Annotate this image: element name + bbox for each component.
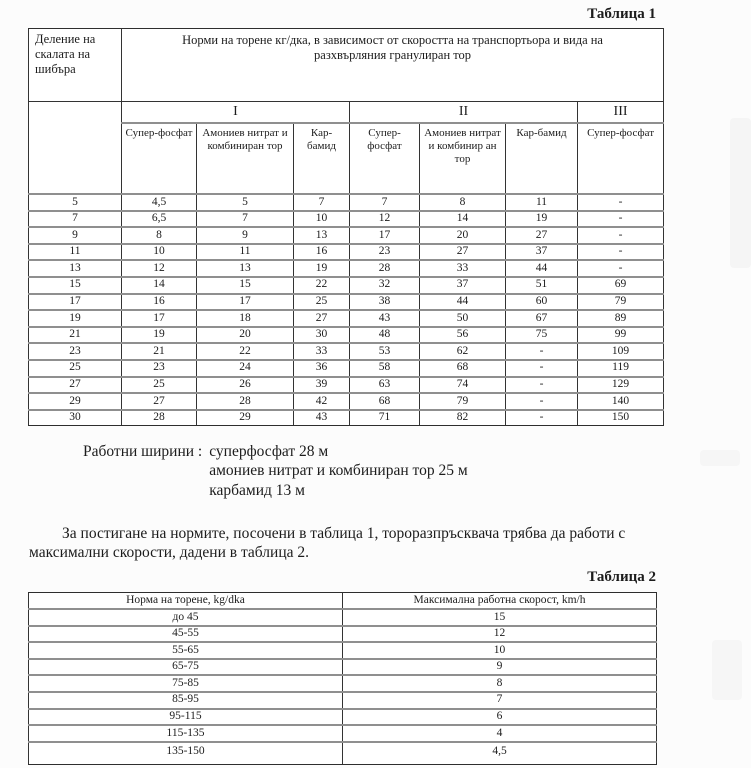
table-cell: 14 bbox=[420, 211, 506, 228]
table-cell: 29 bbox=[197, 410, 294, 426]
table-cell: - bbox=[578, 227, 664, 244]
table-row bbox=[29, 277, 664, 294]
table-cell: 28 bbox=[197, 393, 294, 410]
table1-header-row-main bbox=[29, 29, 664, 102]
table-cell: 45-55 bbox=[29, 626, 343, 643]
scan-artifact bbox=[730, 118, 751, 268]
table-cell: 6,5 bbox=[122, 211, 197, 228]
table-cell: 42 bbox=[294, 393, 350, 410]
table-cell: 67 bbox=[506, 310, 578, 327]
table-row bbox=[29, 227, 664, 244]
table-cell: 8 bbox=[420, 194, 506, 211]
sub-header-cell: Амониев нитрат и комбиниран тор bbox=[197, 123, 294, 194]
table-cell: 16 bbox=[294, 244, 350, 261]
table-cell: 56 bbox=[420, 327, 506, 344]
table-row bbox=[29, 343, 664, 360]
table-cell: 48 bbox=[350, 327, 420, 344]
table-cell: 15 bbox=[29, 277, 122, 294]
table-cell: 140 bbox=[578, 393, 664, 410]
sub-header-cell: Кар-бамид bbox=[294, 123, 350, 194]
table-cell: 21 bbox=[122, 343, 197, 360]
table-cell: 19 bbox=[506, 211, 578, 228]
speed-table bbox=[28, 592, 657, 765]
table2-header-row bbox=[29, 593, 657, 610]
table-cell: 19 bbox=[122, 327, 197, 344]
working-width-item: карбамид 13 м bbox=[209, 481, 305, 499]
table-cell: 75-85 bbox=[29, 675, 343, 692]
table-cell: 129 bbox=[578, 377, 664, 394]
table-cell: 9 bbox=[197, 227, 294, 244]
scan-artifact bbox=[700, 450, 740, 466]
working-width-item: амониев нитрат и комбиниран тор 25 м bbox=[209, 462, 468, 480]
table-cell: 68 bbox=[350, 393, 420, 410]
table-cell: 20 bbox=[197, 327, 294, 344]
table-cell: 51 bbox=[506, 277, 578, 294]
group-header-I: I bbox=[122, 102, 350, 124]
table1-header-row-groups bbox=[29, 102, 664, 124]
table-cell: 7 bbox=[29, 211, 122, 228]
table-cell: - bbox=[506, 393, 578, 410]
table-cell: 13 bbox=[294, 227, 350, 244]
table-cell: 53 bbox=[350, 343, 420, 360]
table-cell: - bbox=[506, 343, 578, 360]
table-cell: - bbox=[578, 260, 664, 277]
table-row bbox=[29, 642, 657, 659]
working-widths-label: Работни ширини : bbox=[83, 443, 203, 460]
table-cell: 43 bbox=[350, 310, 420, 327]
table-cell: 24 bbox=[197, 360, 294, 377]
table-cell: 15 bbox=[343, 609, 657, 626]
table-cell: 4,5 bbox=[122, 194, 197, 211]
sub-header-cell: Кар-бамид bbox=[506, 123, 578, 194]
table1-header-row-subs bbox=[29, 123, 664, 194]
table-row bbox=[29, 360, 664, 377]
table-row bbox=[29, 260, 664, 277]
empty-corner-cell bbox=[29, 102, 122, 195]
paragraph: За постигане на нормите, посочени в таблица 1, тороразпръсквача трябва да работи с максимални скорости, дадени в таблица 2. bbox=[29, 525, 626, 562]
table-row bbox=[29, 211, 664, 228]
table2-header-speed: Максимална работна скорост, km/h bbox=[343, 593, 657, 610]
sub-header-cell: Амониев нитрат и комбинир ан тор bbox=[420, 123, 506, 194]
table-cell: 13 bbox=[29, 260, 122, 277]
table2-header-norm: Норма на торене, kg/dka bbox=[29, 593, 343, 610]
main-header-cell: Норми на торене кг/дка, в зависимост от скоростта на транспортьора и вида на разхвърляния гранулиран тор bbox=[122, 29, 664, 102]
table-row bbox=[29, 377, 664, 394]
table-cell: 25 bbox=[294, 294, 350, 311]
table-cell: до 45 bbox=[29, 609, 343, 626]
table-cell: 21 bbox=[29, 327, 122, 344]
table-cell: 50 bbox=[420, 310, 506, 327]
table-cell: 8 bbox=[343, 675, 657, 692]
table-cell: 5 bbox=[197, 194, 294, 211]
table-cell: 44 bbox=[420, 294, 506, 311]
table-cell: 37 bbox=[420, 277, 506, 294]
table-cell: - bbox=[506, 410, 578, 426]
table-cell: 23 bbox=[350, 244, 420, 261]
table-cell: 22 bbox=[294, 277, 350, 294]
table-cell: 9 bbox=[343, 659, 657, 676]
table-row bbox=[29, 709, 657, 726]
table-cell: 7 bbox=[197, 211, 294, 228]
table-cell: 63 bbox=[350, 377, 420, 394]
table-cell: 16 bbox=[122, 294, 197, 311]
table-cell: 19 bbox=[29, 310, 122, 327]
table-cell: 30 bbox=[294, 327, 350, 344]
table-cell: 22 bbox=[197, 343, 294, 360]
table-cell: 17 bbox=[29, 294, 122, 311]
fertilizer-norms-table bbox=[28, 28, 664, 426]
table-cell: 7 bbox=[294, 194, 350, 211]
table-cell: 37 bbox=[506, 244, 578, 261]
table-cell: 38 bbox=[350, 294, 420, 311]
table-cell: 29 bbox=[29, 393, 122, 410]
table2-title: Таблица 2 bbox=[587, 569, 656, 585]
table-cell: 27 bbox=[294, 310, 350, 327]
table-cell: 12 bbox=[350, 211, 420, 228]
table-cell: 12 bbox=[343, 626, 657, 643]
table-cell: 11 bbox=[506, 194, 578, 211]
table-cell: 44 bbox=[506, 260, 578, 277]
table-row bbox=[29, 692, 657, 709]
table-cell: 36 bbox=[294, 360, 350, 377]
table-row bbox=[29, 310, 664, 327]
scan-artifact bbox=[712, 640, 742, 700]
table-cell: 74 bbox=[420, 377, 506, 394]
table-cell: 6 bbox=[343, 709, 657, 726]
table-cell: 25 bbox=[122, 377, 197, 394]
table-cell: 4 bbox=[343, 725, 657, 742]
table-row bbox=[29, 194, 664, 211]
table-cell: 17 bbox=[350, 227, 420, 244]
table1-body bbox=[29, 194, 664, 426]
table-row bbox=[29, 410, 664, 426]
table-cell: 14 bbox=[122, 277, 197, 294]
table-row bbox=[29, 742, 657, 765]
table-cell: 13 bbox=[197, 260, 294, 277]
table-cell: 79 bbox=[420, 393, 506, 410]
table-cell: 26 bbox=[197, 377, 294, 394]
table-cell: 10 bbox=[122, 244, 197, 261]
table-cell: 27 bbox=[506, 227, 578, 244]
table-row bbox=[29, 626, 657, 643]
table-cell: 58 bbox=[350, 360, 420, 377]
table-row bbox=[29, 675, 657, 692]
table-cell: 11 bbox=[29, 244, 122, 261]
table-row bbox=[29, 659, 657, 676]
table-cell: 8 bbox=[122, 227, 197, 244]
table-cell: 43 bbox=[294, 410, 350, 426]
table-cell: 39 bbox=[294, 377, 350, 394]
table-cell: 30 bbox=[29, 410, 122, 426]
table-row bbox=[29, 393, 664, 410]
table-cell: 9 bbox=[29, 227, 122, 244]
table-cell: 99 bbox=[578, 327, 664, 344]
table-cell: 135-150 bbox=[29, 742, 343, 765]
table-cell: 71 bbox=[350, 410, 420, 426]
sub-header-cell: Супер-фосфат bbox=[350, 123, 420, 194]
table-cell: 5 bbox=[29, 194, 122, 211]
table-cell: 27 bbox=[29, 377, 122, 394]
table-cell: 89 bbox=[578, 310, 664, 327]
table-cell: 69 bbox=[578, 277, 664, 294]
table-cell: 19 bbox=[294, 260, 350, 277]
table-cell: 23 bbox=[29, 343, 122, 360]
table-cell: 17 bbox=[197, 294, 294, 311]
table-cell: 7 bbox=[350, 194, 420, 211]
table-cell: 95-115 bbox=[29, 709, 343, 726]
table-cell: 33 bbox=[420, 260, 506, 277]
table-cell: 23 bbox=[122, 360, 197, 377]
table-row bbox=[29, 609, 657, 626]
table-cell: 12 bbox=[122, 260, 197, 277]
table-cell: - bbox=[578, 211, 664, 228]
table-cell: 109 bbox=[578, 343, 664, 360]
table-cell: 33 bbox=[294, 343, 350, 360]
working-width-item: суперфосфат 28 м bbox=[209, 443, 329, 460]
corner-header-cell: Деление на скалата на шибъра bbox=[29, 29, 122, 102]
table-cell: - bbox=[506, 377, 578, 394]
table1-title: Таблица 1 bbox=[587, 6, 656, 22]
table-cell: 62 bbox=[420, 343, 506, 360]
table-cell: 28 bbox=[350, 260, 420, 277]
table-cell: 7 bbox=[343, 692, 657, 709]
table-cell: 4,5 bbox=[343, 742, 657, 765]
table-cell: 27 bbox=[122, 393, 197, 410]
table-cell: 75 bbox=[506, 327, 578, 344]
table-row bbox=[29, 725, 657, 742]
table-cell: 25 bbox=[29, 360, 122, 377]
table-cell: 27 bbox=[420, 244, 506, 261]
table-cell: 85-95 bbox=[29, 692, 343, 709]
table-cell: 11 bbox=[197, 244, 294, 261]
table-cell: 32 bbox=[350, 277, 420, 294]
working-widths-items bbox=[209, 442, 467, 500]
table-cell: 17 bbox=[122, 310, 197, 327]
table-cell: 119 bbox=[578, 360, 664, 377]
table-cell: 18 bbox=[197, 310, 294, 327]
table-cell: 15 bbox=[197, 277, 294, 294]
table-cell: 20 bbox=[420, 227, 506, 244]
group-header-III: III bbox=[578, 102, 664, 124]
table-cell: 28 bbox=[122, 410, 197, 426]
table2-body bbox=[29, 609, 657, 764]
table-cell: - bbox=[578, 244, 664, 261]
table-cell: 150 bbox=[578, 410, 664, 426]
table-cell: - bbox=[506, 360, 578, 377]
group-header-II: II bbox=[350, 102, 578, 124]
table-cell: 65-75 bbox=[29, 659, 343, 676]
table-cell: 10 bbox=[294, 211, 350, 228]
sub-header-cell: Супер-фосфат bbox=[122, 123, 197, 194]
table-cell: 115-135 bbox=[29, 725, 343, 742]
table-cell: 82 bbox=[420, 410, 506, 426]
table-row bbox=[29, 294, 664, 311]
table-cell: - bbox=[578, 194, 664, 211]
table-cell: 68 bbox=[420, 360, 506, 377]
table-cell: 55-65 bbox=[29, 642, 343, 659]
sub-header-cell: Супер-фосфат bbox=[578, 123, 664, 194]
working-widths-text bbox=[83, 442, 468, 500]
table-cell: 60 bbox=[506, 294, 578, 311]
table-row bbox=[29, 244, 664, 261]
table-row bbox=[29, 327, 664, 344]
table-cell: 10 bbox=[343, 642, 657, 659]
table-cell: 79 bbox=[578, 294, 664, 311]
